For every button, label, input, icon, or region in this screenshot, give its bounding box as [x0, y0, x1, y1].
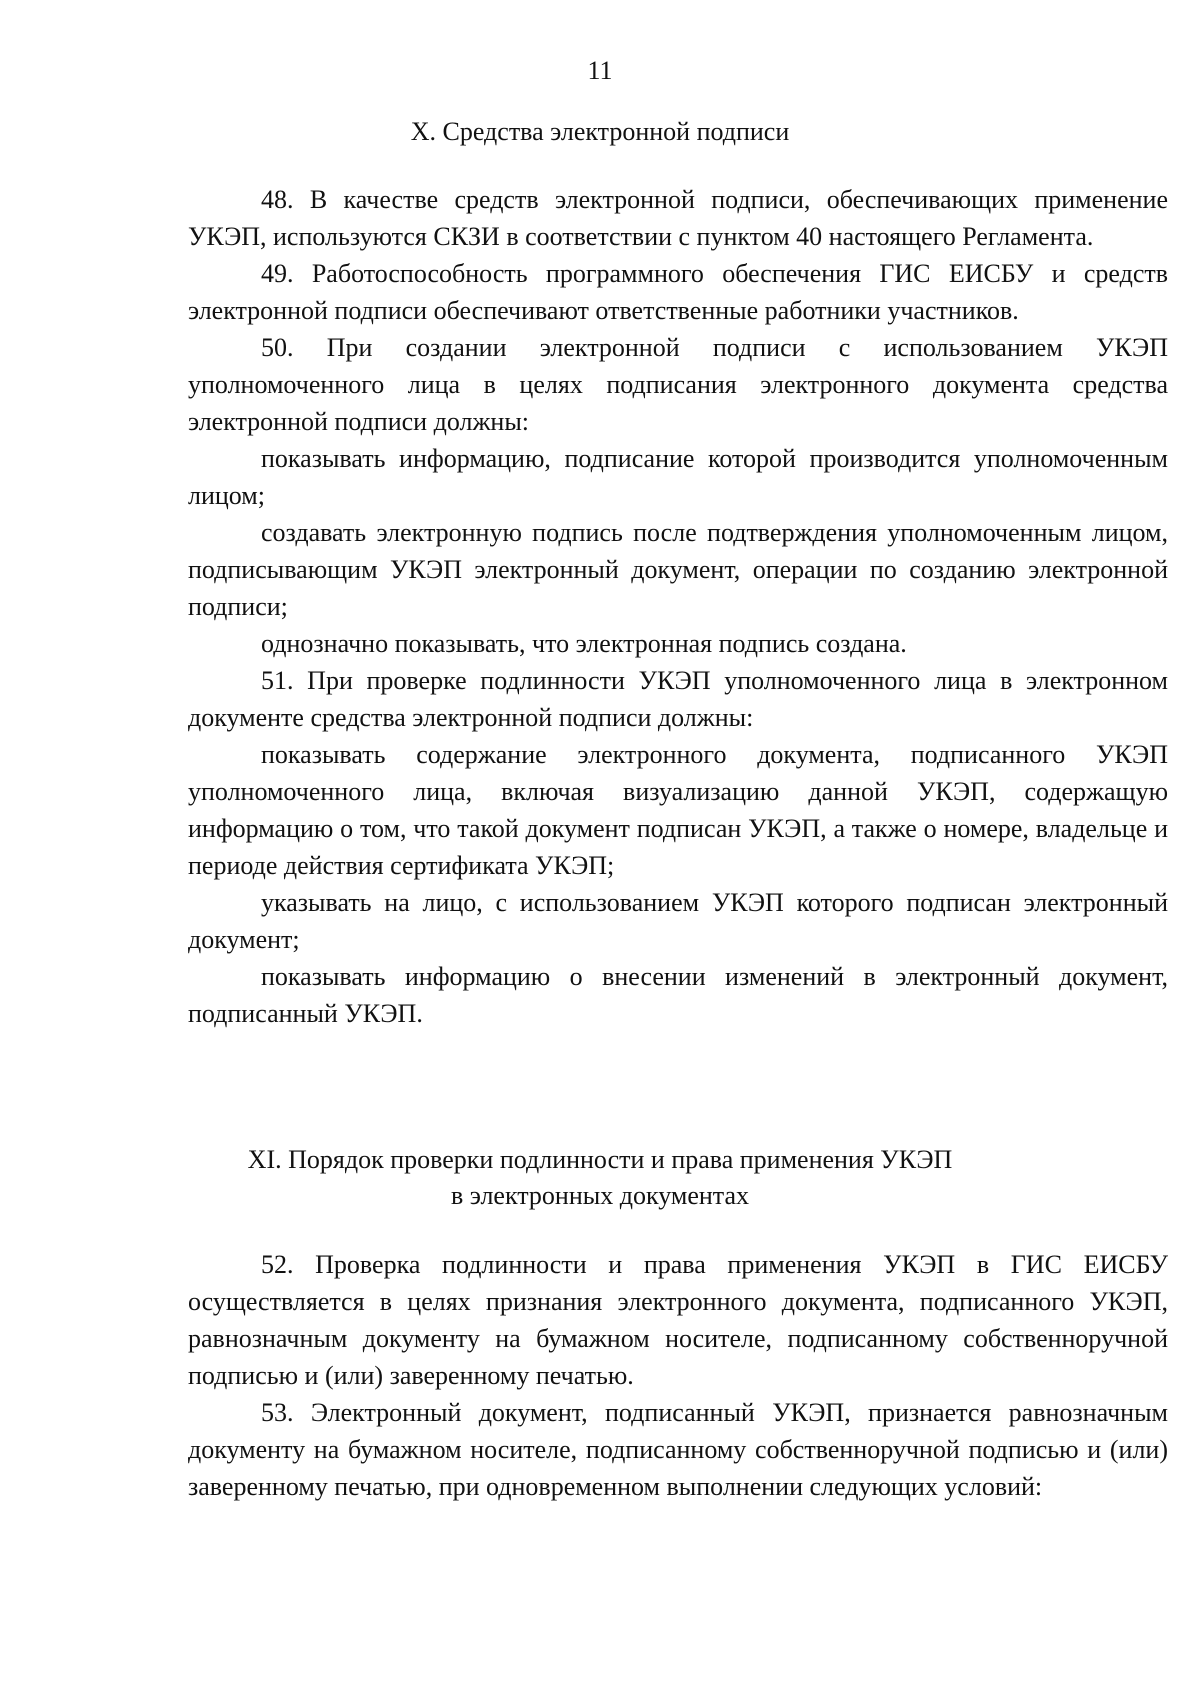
paragraph-50-item-1: показывать информацию, подписание которой производится уполномоченным лицом; — [188, 444, 1168, 510]
paragraph-48: 48. В качестве средств электронной подписи, обеспечивающих применение УКЭП, используются СКЗИ в соответствии с пунктом 40 настоящего Регламента. — [188, 185, 1168, 251]
section-xi-heading-line-1: XI. Порядок проверки подлинности и права применения УКЭП — [247, 1145, 953, 1174]
paragraph-51: 51. При проверке подлинности УКЭП уполномоченного лица в электронном документе средства электронной подписи должны: — [188, 666, 1168, 732]
section-x-heading: X. Средства электронной подписи — [410, 117, 790, 146]
paragraph-50: 50. При создании электронной подписи с использованием УКЭП уполномоченного лица в целях подписания электронного документа средства электронной подписи должны: — [188, 333, 1168, 436]
paragraph-51-item-2: указывать на лицо, с использованием УКЭП которого подписан электронный документ; — [188, 888, 1168, 954]
section-xi-heading — [0, 1142, 1200, 1214]
section-xi-heading-line-2: в электронных документах — [450, 1181, 750, 1210]
section-x-body — [188, 181, 1168, 1032]
paragraph-49: 49. Работоспособность программного обеспечения ГИС ЕИСБУ и средств электронной подписи обеспечивают ответственные работники участников. — [188, 259, 1168, 325]
paragraph-50-item-3: однозначно показывать, что электронная подпись создана. — [261, 629, 907, 658]
paragraph-52: 52. Проверка подлинности и права применения УКЭП в ГИС ЕИСБУ осуществляется в целях признания электронного документа, подписанного УКЭП, равнозначным документу на бумажном носителе, подписанному собственноручной подписью и (или) заверенному печатью. — [188, 1250, 1168, 1390]
paragraph-53: 53. Электронный документ, подписанный УКЭП, признается равнозначным документу на бумажном носителе, подписанному собственноручной подписью и (или) заверенному печатью, при одновременном выполнении следующих условий: — [188, 1398, 1168, 1501]
paragraph-50-item-2: создавать электронную подпись после подтверждения уполномоченным лицом, подписывающим УКЭП электронный документ, операции по созданию электронной подписи; — [188, 518, 1168, 621]
section-xi-body — [188, 1246, 1168, 1505]
paragraph-51-item-1: показывать содержание электронного документа, подписанного УКЭП уполномоченного лица, включая визуализацию данной УКЭП, содержащую информацию о том, что такой документ подписан УКЭП, а также о номере, владельце и периоде действия сертификата УКЭП; — [188, 740, 1168, 880]
page-number: 11 — [587, 56, 613, 85]
paragraph-51-item-3: показывать информацию о внесении изменений в электронный документ, подписанный УКЭП. — [188, 962, 1168, 1028]
